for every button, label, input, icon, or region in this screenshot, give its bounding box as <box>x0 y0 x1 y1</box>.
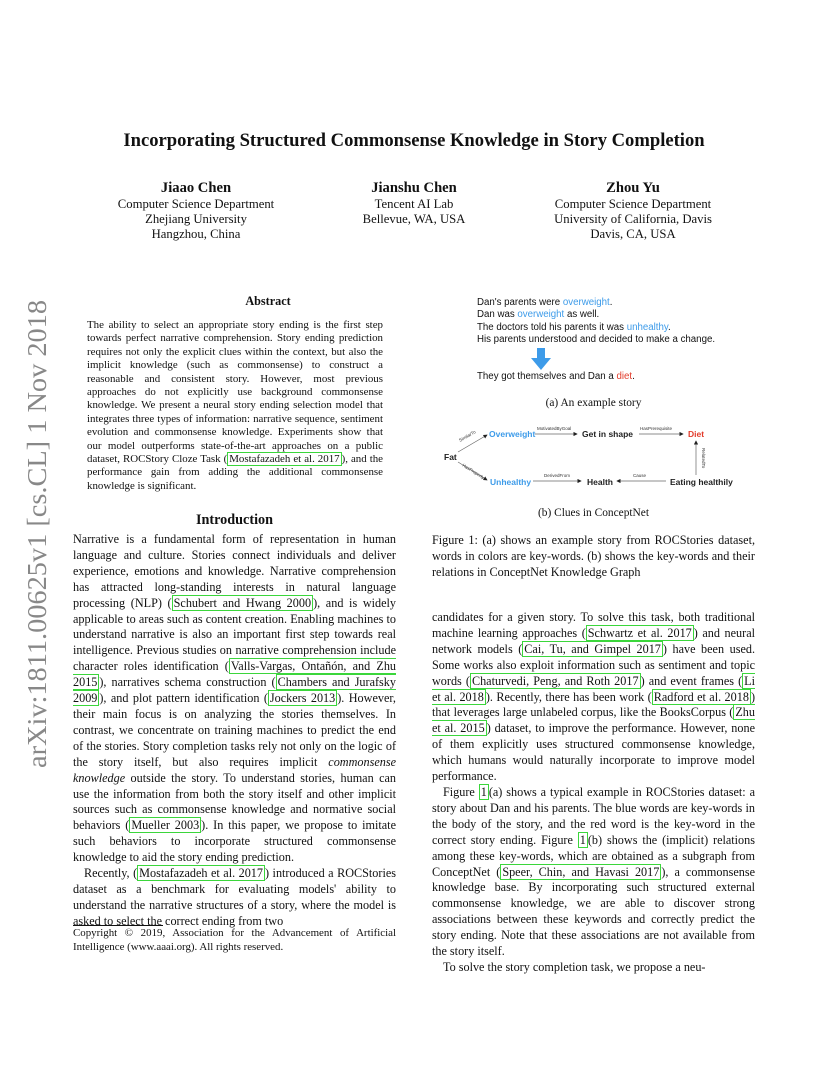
story-ending: They got themselves and Dan a diet. <box>477 371 635 382</box>
author-name: Jianshu Chen <box>371 180 457 196</box>
node-unhealthy: Unhealthy <box>490 477 532 487</box>
paragraph: To solve the story completion task, we propose a neu- <box>443 959 706 974</box>
figure-caption: Figure 1: (a) shows an example story from ROCStories dataset, words in colors are key-words. (b) shows the key-words and their relations in ConceptNet Knowledge Graph <box>432 533 755 579</box>
paper-title: Incorporating Structured Commonsense Knowledge in Story Completion <box>123 130 705 151</box>
author-name: Jiaao Chen <box>160 180 232 196</box>
down-arrow-icon <box>530 348 552 372</box>
citation-link[interactable]: Mueller 2003 <box>131 818 200 833</box>
figure-ref-link[interactable]: 1 <box>480 784 487 799</box>
paragraph: candidates for a given story. To solve this task, both traditional machine learning approaches ( Schwartz et al. 2017 ) and neural network models ( Cai, Tu, and Gimpel 2017 ) have been used. Some works also exploit information such as sentiment and topic words ( Chaturvedi, Peng, and Roth 2017 ) and event frames ( Li et al. 2018 ). Recently, there has been work ( Radford et al. 2018 ) that leverages large unlabeled corpus, like the BooksCorpus ( Zhu et al. 2015 ) dataset, to improve the performance. However, none of them explicitly uses structured commonsense knowledge, which humans would naturally incorporate to improve model performance. <box>432 610 755 784</box>
edge-label: DerivedFrom <box>544 473 571 478</box>
node-health: Health <box>587 477 613 487</box>
arxiv-side-stamp <box>16 298 58 768</box>
story-line: Dan's parents were overweight. <box>477 297 613 308</box>
author-block-1 <box>76 180 316 242</box>
edge-label: HasProperty <box>461 462 486 481</box>
subfigure-caption-b: (b) Clues in ConceptNet <box>537 507 650 519</box>
node-fat: Fat <box>444 452 457 462</box>
citation-link[interactable]: Mostafazadeh et al. 2017 <box>139 866 263 881</box>
citation-link[interactable]: Jockers 2013 <box>269 691 336 706</box>
author-affiliation: University of California, Davis <box>554 212 712 226</box>
edge-label: MotivatedByGoal <box>537 426 572 431</box>
edge-label: Cause <box>633 473 647 478</box>
author-block-3 <box>513 180 753 242</box>
edge-label: SimilarTo <box>458 429 477 443</box>
citation-link[interactable]: Valls-Vargas, Ontañón, and Zhu 2015 <box>73 659 397 690</box>
citation-link[interactable]: Cai, Tu, and Gimpel 2017 <box>524 641 661 656</box>
author-affiliation: Davis, CA, USA <box>590 227 676 241</box>
author-name: Zhou Yu <box>606 180 660 196</box>
node-overweight: Overweight <box>489 429 536 439</box>
node-get-in-shape: Get in shape <box>582 429 634 439</box>
node-eating-healthily: Eating healthily <box>670 477 733 487</box>
citation-link[interactable]: Chambers and Jurafsky 2009 <box>73 675 396 706</box>
paragraph: Recently, ( Mostafazadeh et al. 2017 ) introduced a ROCStories dataset as a benchmark for evaluating models' ability to understand the narrative structures of a story, where the model is asked to select the correct ending from two <box>73 866 396 928</box>
story-line: The doctors told his parents it was unhealthy. <box>477 321 671 333</box>
subfigure-caption-a: (a) An example story <box>545 397 642 409</box>
figure-ref-link[interactable]: 1 <box>579 832 586 847</box>
node-diet: Diet <box>688 429 705 439</box>
edge-label: HasPrerequisite <box>640 426 673 431</box>
abstract-text: The ability to select an appropriate story ending is the first step towards perfect narrative comprehension. Story ending prediction requires not only the explicit clues within the context, but also the implicit knowledge (such as commonsense) to construct a reasonable and consistent story. However, most previous approaches do not explicitly use background commonsense knowledge. We present a neural story ending selection model that integrates three types of information: narrative sequence, sentiment evolution and commonsense knowledge. Experiments show that our model outperforms state-of-the-art approaches on a public dataset, ROCStory Cloze Task ( Mostafazadeh et al. 2017 ), and the performance gain from adding the additional commonsense knowledge is significant. <box>87 319 383 492</box>
citation-link[interactable]: Radford et al. 2018 <box>653 689 749 704</box>
arxiv-id-text: arXiv:1811.00625v1 [cs.CL] 1 Nov 2018 <box>22 322 52 768</box>
paragraph: Narrative is a fundamental form of representation in human language and culture. Stories connect individuals and deliver experience, emotions and knowledge. Narrative comprehension has attracted long-standing interests in natural language processing (NLP) ( Schubert and Hwang 2000 ), and is widely applicable to areas such as content creation. Enabling machines to understand narrative is also an important first step towards real intelligence. Previous studies on narrative comprehension include character roles identification ( Valls-Vargas, Ontañón, and Zhu 2015 ), narratives schema construction ( Chambers and Jurafsky 2009 ), and plot pattern identification ( Jockers 2013 ). However, their main focus is on analyzing the stories themselves. In contrast, we concentrate on training machines to predict the end of the stories. Story completion tasks rely not only on the logic of the story itself, but also requires implicit commonsense knowledge outside the story. To understand stories, human can use the information from both the story itself and other implicit sources such as commonsense knowledge and normative social behaviors ( Mueller 2003 ). In this paper, we propose to imitate such behaviors to incorporate structured commonsense knowledge to aid the story ending prediction. <box>73 532 397 865</box>
citation-link[interactable]: Schwartz et al. 2017 <box>587 625 692 640</box>
citation-link[interactable]: Li et al. 2018 <box>432 673 755 704</box>
author-affiliation: Hangzhou, China <box>151 227 241 241</box>
author-affiliation: Computer Science Department <box>554 197 712 211</box>
citation-link[interactable]: Mostafazadeh et al. 2017 <box>229 453 340 466</box>
citation-link[interactable]: Schubert and Hwang 2000 <box>173 595 312 610</box>
edge-label: RelatedTo <box>701 448 706 469</box>
section-heading-introduction: Introduction <box>196 512 273 528</box>
intro-body <box>73 532 396 930</box>
footnote-rule <box>73 925 163 926</box>
story-line: His parents understood and decided to make a change. <box>477 334 716 346</box>
copyright-footnote: Copyright © 2019, Association for the Advancement of Artificial Intelligence (www.aaai.org). All rights reserved. <box>73 927 396 953</box>
author-affiliation: Zhejiang University <box>145 212 247 226</box>
conceptnet-graph <box>440 420 760 500</box>
citation-link[interactable]: Chaturvedi, Peng, and Roth 2017 <box>471 673 639 688</box>
author-affiliation: Tencent AI Lab <box>374 197 454 211</box>
citation-link[interactable]: Speer, Chin, and Havasi 2017 <box>502 864 660 879</box>
author-block-2 <box>294 180 534 227</box>
author-affiliation: Bellevue, WA, USA <box>362 212 466 226</box>
example-story <box>477 297 777 347</box>
abstract-heading: Abstract <box>245 294 291 308</box>
paragraph: Figure 1 (a) shows a typical example in ROCStories dataset: a story about Dan and his parents. The blue words are key-words in the body of the story, and the red word is the key-word in the correct story ending. Figure 1 (b) shows the (implicit) relations among these key-words, which are obtained as a subgraph from ConceptNet ( Speer, Chin, and Havasi 2017 ), a commonsense knowledge base. By incorporating such structured external commonsense knowledge, we are able to discover strong associations between these keywords and correctly predict the story ending. Note that these associations are not available from the story itself. <box>432 784 755 959</box>
right-column-body <box>432 610 755 976</box>
citation-link[interactable]: Zhu et al. 2015 <box>432 705 755 736</box>
story-line: Dan was overweight as well. <box>477 309 600 321</box>
author-affiliation: Computer Science Department <box>117 197 275 211</box>
